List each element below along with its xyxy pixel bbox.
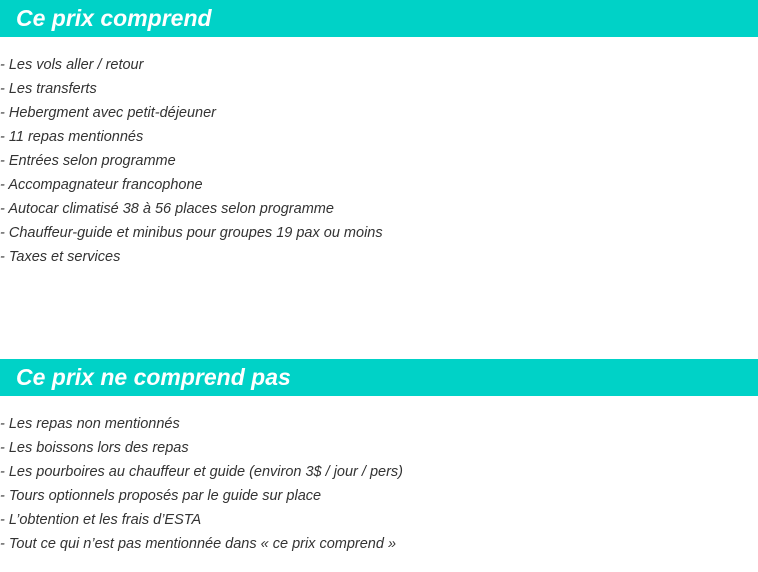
list-item: - Tout ce qui n’est pas mentionnée dans « ce prix comprend » xyxy=(0,536,397,552)
list-item: - 11 repas mentionnés xyxy=(0,129,144,145)
list-item: - Les boissons lors des repas xyxy=(0,440,189,456)
list-item: - Taxes et services xyxy=(0,249,121,265)
list-item: - Les transferts xyxy=(0,81,97,97)
list-item: - Les pourboires au chauffeur et guide (environ 3$ / jour / pers) xyxy=(0,464,404,480)
list-item: - L’obtention et les frais d’ESTA xyxy=(0,512,202,528)
included-title: Ce prix comprend xyxy=(0,0,758,37)
list-item: - Chauffeur-guide et minibus pour groupes 19 pax ou moins xyxy=(0,225,383,241)
list-item: - Tours optionnels proposés par le guide sur place xyxy=(0,488,322,504)
excluded-list xyxy=(0,412,403,556)
list-item: - Les repas non mentionnés xyxy=(0,416,180,432)
excluded-section xyxy=(0,359,758,552)
included-list xyxy=(0,53,383,269)
excluded-title: Ce prix ne comprend pas xyxy=(0,359,758,396)
list-item: - Autocar climatisé 38 à 56 places selon programme xyxy=(0,201,334,217)
list-item: - Entrées selon programme xyxy=(0,153,176,169)
list-item: - Les vols aller / retour xyxy=(0,57,144,73)
included-section xyxy=(0,0,758,265)
list-item: - Hebergment avec petit-déjeuner xyxy=(0,105,217,121)
list-item: - Accompagnateur francophone xyxy=(0,177,203,193)
